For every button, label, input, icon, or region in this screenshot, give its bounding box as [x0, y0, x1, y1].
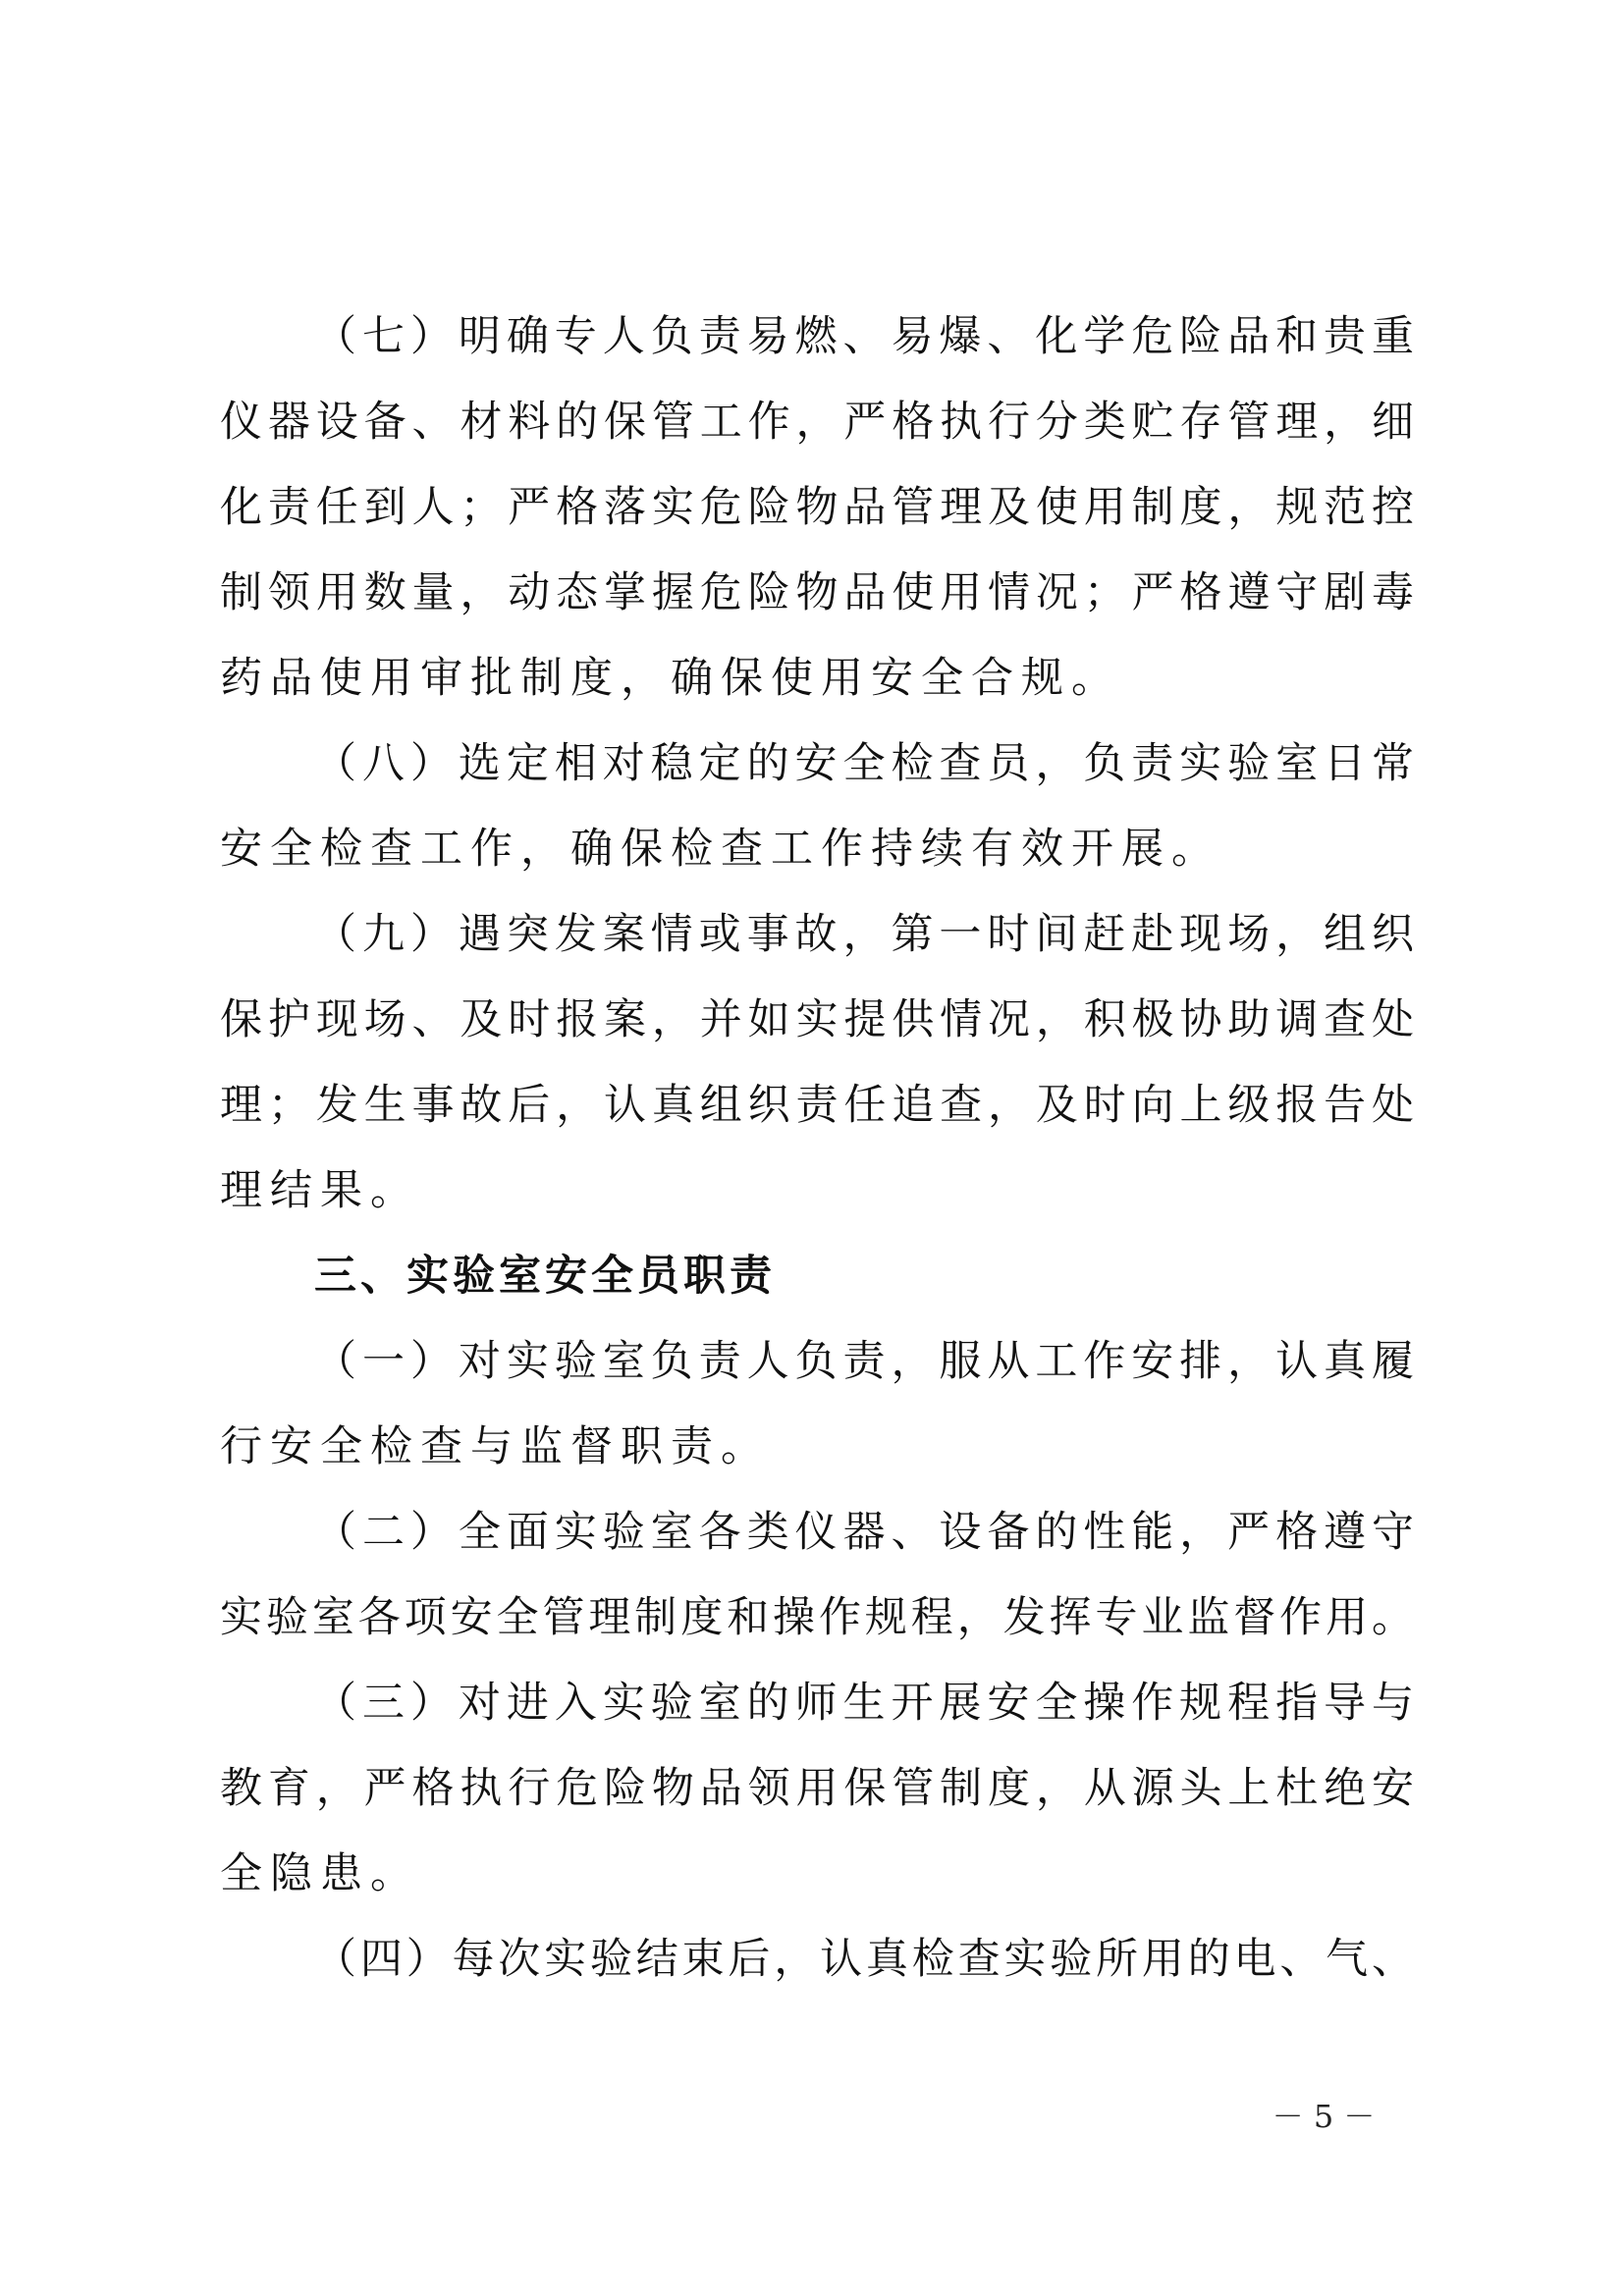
section-heading — [220, 1234, 1414, 1319]
text-line: 教育，严格执行危险物品领用保管制度，从源头上杜绝安 — [220, 1764, 1414, 1813]
paragraph-eight — [220, 721, 1414, 892]
paragraph-seven — [220, 294, 1414, 721]
page-number: － 5 － — [1272, 2098, 1376, 2135]
heading-text: 三、实验室安全员职责 — [314, 1252, 776, 1301]
paragraph-safety-two — [220, 1490, 1414, 1661]
text-line: 药品使用审批制度，确保使用安全合规。 — [220, 654, 1121, 703]
paragraph-safety-four — [220, 1917, 1414, 2002]
paragraph-nine — [220, 892, 1414, 1234]
text-line: 行安全检查与监督职责。 — [220, 1422, 771, 1471]
text-line: （二）全面实验室各类仪器、设备的性能，严格遵守 — [314, 1508, 1414, 1557]
text-line: 保护现场、及时报案，并如实提供情况，积极协助调查处 — [220, 995, 1414, 1044]
text-line: （四）每次实验结束后，认真检查实验所用的电、气、 — [314, 1935, 1414, 1984]
text-line: （九）遇突发案情或事故，第一时间赶赴现场，组织 — [314, 910, 1414, 959]
text-line: 理结果。 — [220, 1166, 420, 1215]
text-line: 安全检查工作，确保检查工作持续有效开展。 — [220, 825, 1221, 874]
text-line: 仪器设备、材料的保管工作，严格执行分类贮存管理，细 — [220, 398, 1414, 447]
text-line: （八）选定相对稳定的安全检查员，负责实验室日常 — [314, 739, 1414, 788]
paragraph-safety-three — [220, 1661, 1414, 1917]
text-line: （一）对实验室负责人负责，服从工作安排，认真履 — [314, 1337, 1414, 1386]
text-line: 实验室各项安全管理制度和操作规程，发挥专业监督作用。 — [220, 1593, 1414, 1642]
text-line: 全隐患。 — [220, 1849, 420, 1898]
text-line: 制领用数量，动态掌握危险物品使用情况；严格遵守剧毒 — [220, 568, 1414, 617]
text-line: 理；发生事故后，认真组织责任追查，及时向上级报告处 — [220, 1081, 1414, 1130]
paragraph-safety-one — [220, 1319, 1414, 1490]
document-body — [220, 294, 1414, 2002]
text-line: （七）明确专人负责易燃、易爆、化学危险品和贵重 — [314, 312, 1414, 361]
text-line: 化责任到人；严格落实危险物品管理及使用制度，规范控 — [220, 483, 1414, 532]
text-line: （三）对进入实验室的师生开展安全操作规程指导与 — [314, 1679, 1414, 1728]
